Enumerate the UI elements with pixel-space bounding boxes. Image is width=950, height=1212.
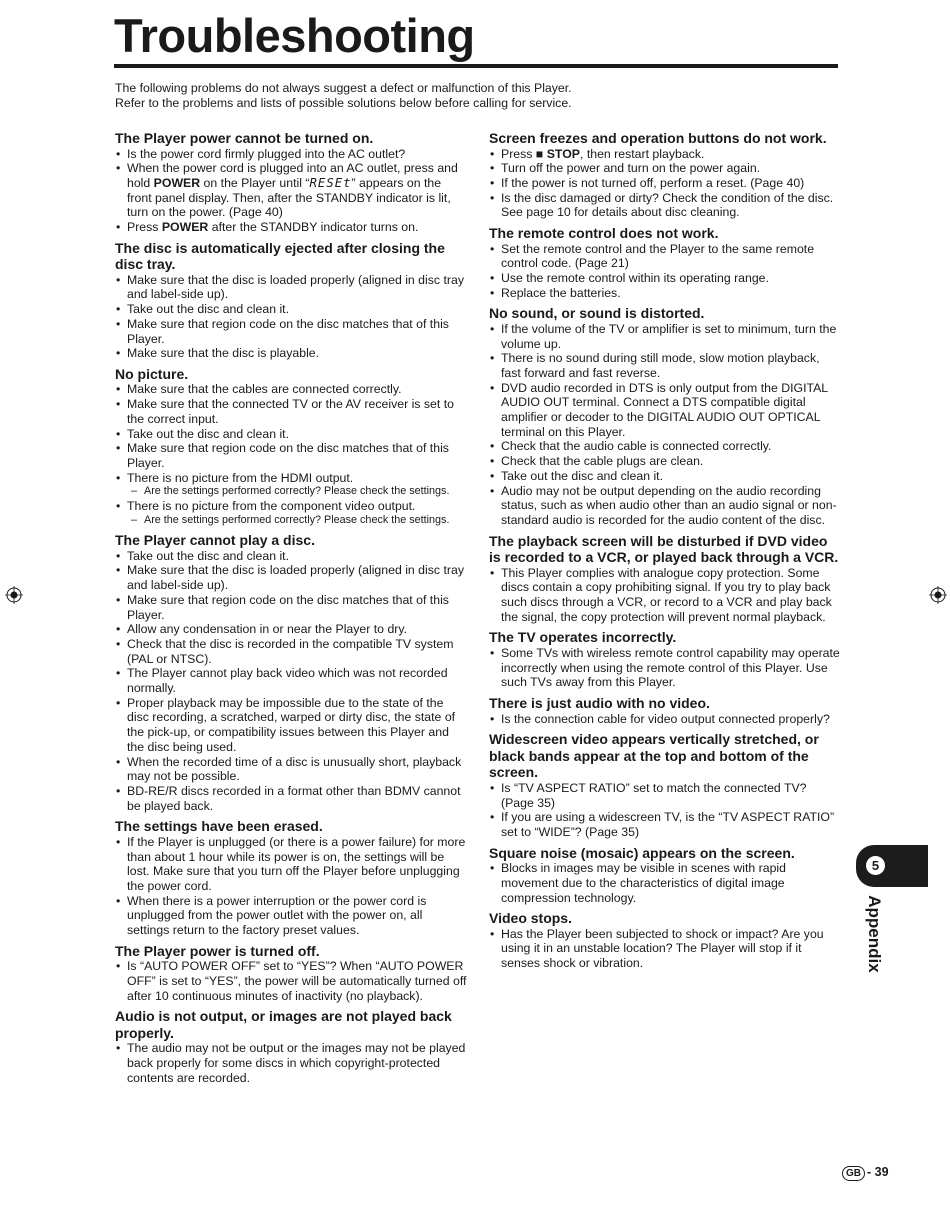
button-name: STOP <box>546 146 580 161</box>
troubleshooting-section <box>115 818 467 937</box>
solution-item <box>115 161 467 220</box>
solution-item: • Has the Player been subjected to shock or impact? Are you using it in an unstable location? The Player will stop if it senses shock or vibration. <box>489 927 841 971</box>
page-number <box>842 1165 889 1181</box>
solution-item: • Make sure that the connected TV or the AV receiver is set to the correct input. <box>115 397 467 426</box>
section-heading: Square noise (mosaic) appears on the screen. <box>489 844 795 861</box>
section-heading: The disc is automatically ejected after closing the disc tray. <box>115 239 445 273</box>
solution-item: • Is “AUTO POWER OFF” set to “YES”? When “AUTO POWER OFF” is set to “YES”, the power will be automatically turned off after 10 continuous minutes of inactivity (no playback). <box>115 959 467 1003</box>
solution-item: • The audio may not be output or the images may not be played back properly for some discs in which copyright-protected contents are recorded. <box>115 1041 467 1085</box>
item-text: , then restart playback. <box>579 146 705 161</box>
solution-item: • Proper playback may be impossible due to the state of the disc recording, a scratched, warped or dirty disc, the state of the pick-up, or compatibility issues between this Player and the disc being used. <box>115 696 467 755</box>
solution-list <box>115 1041 467 1085</box>
item-text: ” appears on the front panel display. Then, after the STANDBY indicator is lit, turn on the power. (Page 40) <box>127 175 451 220</box>
chapter-number: 5 <box>866 856 885 875</box>
item-text: Press <box>127 220 162 235</box>
section-heading: There is just audio with no video. <box>489 695 710 712</box>
solution-list <box>115 549 467 814</box>
solution-item: • This Player complies with analogue copy protection. Some discs contain a copy prohibiting signal. If you try to play back such discs through a VCR, or record to a VCR and play back the signal, the copy protection will prevent normal playback. <box>489 566 841 625</box>
troubleshooting-section <box>489 305 841 527</box>
solution-item: • Is “TV ASPECT RATIO” set to match the connected TV? (Page 35) <box>489 781 841 810</box>
troubleshooting-section <box>115 1008 467 1085</box>
solution-item: • There is no picture from the component video output. <box>115 499 467 514</box>
troubleshooting-section <box>115 366 467 527</box>
sub-solution-item: – Are the settings performed correctly? Please check the settings. <box>115 514 467 528</box>
stop-icon: ■ <box>535 146 544 161</box>
troubleshooting-section <box>489 845 841 906</box>
section-heading: The TV operates incorrectly. <box>489 629 677 646</box>
section-heading: The playback screen will be disturbed if DVD video is recorded to a VCR, or played back through a VCR. <box>489 532 839 566</box>
solution-list <box>115 147 467 235</box>
chapter-tab <box>856 845 928 887</box>
button-name: POWER <box>161 220 209 235</box>
button-name: POWER <box>153 175 201 190</box>
chapter-label: Appendix <box>865 895 884 973</box>
solution-list <box>489 242 841 301</box>
troubleshooting-section <box>489 731 841 839</box>
solution-item: • Allow any condensation in or near the Player to dry. <box>115 622 467 637</box>
troubleshooting-section <box>489 130 841 220</box>
solution-item: • BD-RE/R discs recorded in a format other than BDMV cannot be played back. <box>115 784 467 813</box>
solution-item: • Is the disc damaged or dirty? Check the condition of the disc. See page 10 for details about disc cleaning. <box>489 191 841 220</box>
page-number-text: - 39 <box>867 1165 889 1179</box>
section-heading: The remote control does not work. <box>489 225 719 242</box>
intro <box>115 81 835 111</box>
region-badge: GB <box>842 1166 865 1181</box>
solution-item: • Is the power cord firmly plugged into the AC outlet? <box>115 147 467 162</box>
solution-item: • Check that the disc is recorded in the compatible TV system (PAL or NTSC). <box>115 637 467 666</box>
item-text: Press <box>501 146 536 161</box>
troubleshooting-section <box>489 533 841 625</box>
solution-item: • Audio may not be output depending on the audio recording status, such as when audio other than an audio signal or non-standard audio is recorded for the audio content of the disc. <box>489 484 841 528</box>
section-heading: Widescreen video appears vertically stretched, or black bands appear at the top and bottom of the screen. <box>489 731 819 781</box>
solution-list <box>115 835 467 938</box>
section-heading: The Player power cannot be turned on. <box>115 130 374 146</box>
troubleshooting-section <box>115 240 467 361</box>
item-text: RESEt <box>309 175 352 190</box>
solution-item: • When there is a power interruption or the power cord is unplugged from the power outlet with the power on, all settings return to the factory preset values. <box>115 894 467 938</box>
solution-item: • Take out the disc and clean it. <box>115 549 467 564</box>
solution-item: • Make sure that the disc is loaded properly (aligned in disc tray and label-side up). <box>115 563 467 592</box>
solution-list <box>489 566 841 625</box>
sub-solution-item: – Are the settings performed correctly? Please check the settings. <box>115 485 467 499</box>
solution-item: • Set the remote control and the Player to the same remote control code. (Page 21) <box>489 242 841 271</box>
solution-item: • Replace the batteries. <box>489 286 841 301</box>
section-heading: Audio is not output, or images are not played back properly. <box>115 1008 452 1041</box>
intro-line: The following problems do not always suggest a defect or malfunction of this Player. <box>115 81 572 95</box>
solution-item: • Make sure that the cables are connected correctly. <box>115 382 467 397</box>
solution-item: • If the volume of the TV or amplifier is set to minimum, turn the volume up. <box>489 322 841 351</box>
solution-item: • Blocks in images may be visible in scenes with rapid movement due to the characteristics of digital image compression technology. <box>489 861 841 905</box>
troubleshooting-section <box>115 532 467 813</box>
solution-item: • Make sure that region code on the disc matches that of this Player. <box>115 441 467 470</box>
solution-list <box>489 861 841 905</box>
troubleshooting-section <box>115 943 467 1004</box>
section-heading: No picture. <box>115 365 189 382</box>
item-text: When the power cord is plugged into an AC outlet, press and hold <box>127 161 458 190</box>
solution-item: • Use the remote control within its operating range. <box>489 271 841 286</box>
troubleshooting-section <box>489 695 841 726</box>
solution-list <box>489 927 841 971</box>
page-title: Troubleshooting <box>114 9 475 62</box>
solution-item: • DVD audio recorded in DTS is only output from the DIGITAL AUDIO OUT terminal. Connect a DTS compatible digital amplifier or decoder to the DIGITAL AUDIO OUT OPTICAL terminal on this Player. <box>489 381 841 440</box>
solution-list <box>489 322 841 528</box>
solution-item: • Make sure that the disc is playable. <box>115 346 467 361</box>
left-column <box>115 130 467 1091</box>
solution-item <box>489 147 841 162</box>
item-text: after the STANDBY indicator turns on. <box>208 220 419 235</box>
solution-item: • There is no sound during still mode, slow motion playback, fast forward and fast reverse. <box>489 351 841 380</box>
solution-list <box>489 147 841 221</box>
solution-item: • The Player cannot play back video which was not recorded normally. <box>115 666 467 695</box>
solution-item: • When the recorded time of a disc is unusually short, playback may not be possible. <box>115 755 467 784</box>
intro-line: Refer to the problems and lists of possible solutions below before calling for service. <box>115 96 572 110</box>
solution-list <box>489 781 841 840</box>
troubleshooting-section <box>489 225 841 300</box>
solution-item: • Check that the audio cable is connected correctly. <box>489 439 841 454</box>
solution-list <box>489 712 841 727</box>
section-heading: Screen freezes and operation buttons do not work. <box>489 130 827 146</box>
solution-item: • Take out the disc and clean it. <box>115 302 467 317</box>
solution-item: • Take out the disc and clean it. <box>115 427 467 442</box>
section-heading: No sound, or sound is distorted. <box>489 305 705 322</box>
solution-item: • Is the connection cable for video output connected properly? <box>489 712 841 727</box>
solution-list <box>115 382 467 527</box>
section-heading: The settings have been erased. <box>115 818 323 835</box>
solution-list <box>115 273 467 361</box>
section-heading: The Player power is turned off. <box>115 942 320 959</box>
item-text: on the Player until “ <box>200 175 310 190</box>
solution-item: • There is no picture from the HDMI output. <box>115 471 467 486</box>
solution-item: • Some TVs with wireless remote control capability may operate incorrectly when using the remote control of this Player. Use such TVs away from this Player. <box>489 646 841 690</box>
solution-item: • If the power is not turned off, perform a reset. (Page 40) <box>489 176 841 191</box>
solution-item: • Take out the disc and clean it. <box>489 469 841 484</box>
title-rule <box>114 64 838 68</box>
solution-item: • Make sure that region code on the disc matches that of this Player. <box>115 593 467 622</box>
registration-mark-icon <box>929 586 947 604</box>
solution-item: • Make sure that the disc is loaded properly (aligned in disc tray and label-side up). <box>115 273 467 302</box>
solution-item <box>115 220 467 235</box>
troubleshooting-section <box>115 130 467 235</box>
solution-list <box>489 646 841 690</box>
troubleshooting-section <box>489 910 841 971</box>
troubleshooting-section <box>489 629 841 690</box>
registration-mark-icon <box>5 586 23 604</box>
solution-list <box>115 959 467 1003</box>
solution-item: • Make sure that region code on the disc matches that of this Player. <box>115 317 467 346</box>
section-heading: Video stops. <box>489 910 572 927</box>
solution-item: • Turn off the power and turn on the power again. <box>489 161 841 176</box>
right-column <box>489 130 841 976</box>
solution-item: • Check that the cable plugs are clean. <box>489 454 841 469</box>
section-heading: The Player cannot play a disc. <box>115 532 315 549</box>
solution-item: • If you are using a widescreen TV, is the “TV ASPECT RATIO” set to “WIDE”? (Page 35) <box>489 810 841 839</box>
solution-item: • If the Player is unplugged (or there is a power failure) for more than about 1 hour while its power is on, the settings will be lost. Make sure that you turn off the Player before unplugging the power cord. <box>115 835 467 894</box>
